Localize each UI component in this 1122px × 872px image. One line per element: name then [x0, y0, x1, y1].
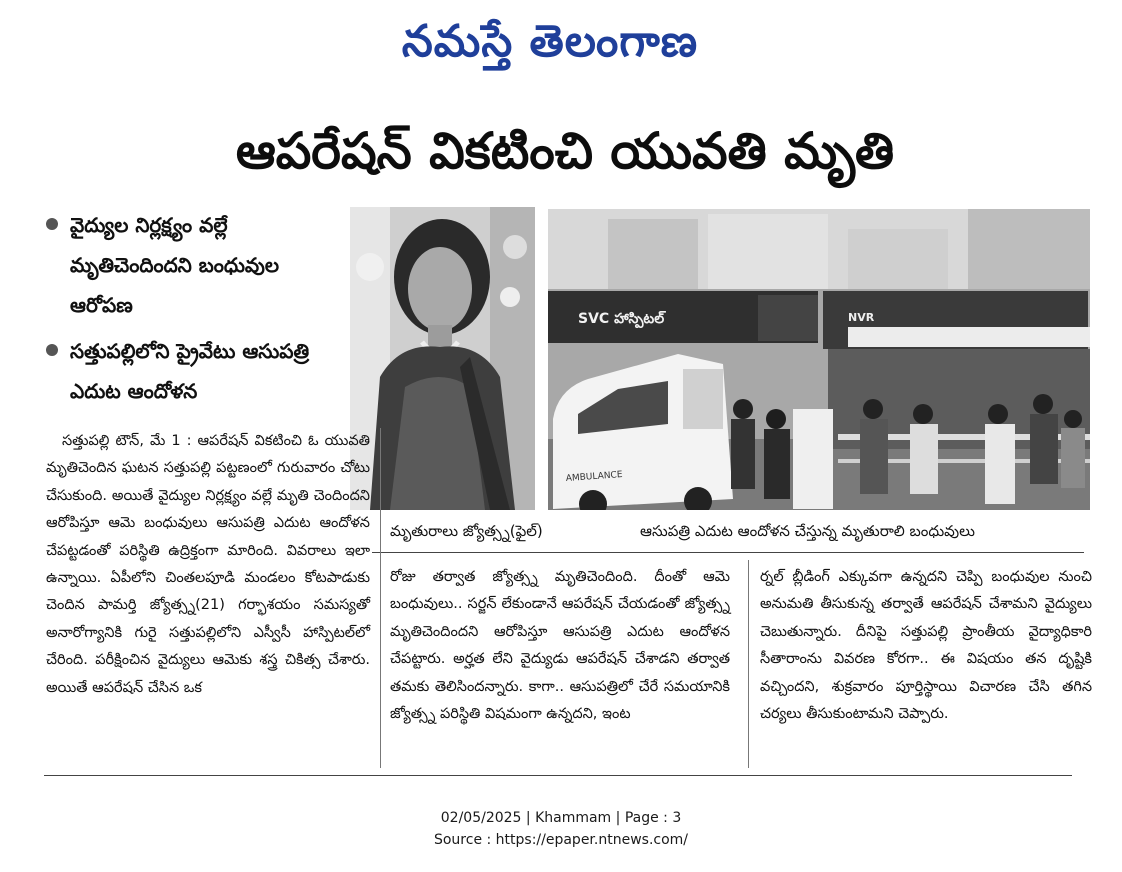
- photo-caption: ఆసుపత్రి ఎదుట ఆందోళన చేస్తున్న మృతురాలి బంధువులు: [640, 522, 975, 540]
- hospital-protest-photo: [548, 209, 1090, 510]
- column-divider: [380, 428, 381, 768]
- highlight-bullet: [40, 331, 340, 411]
- photo-caption: మృతురాలు జ్యోత్స్న(ఫైల్): [390, 522, 543, 540]
- newspaper-masthead: నమస్తే తెలంగాణ: [401, 16, 699, 67]
- column-divider: [748, 560, 749, 768]
- highlight-text: వైద్యుల నిర్లక్ష్యం వల్లే మృతిచెందిందని బంధువుల ఆరోపణ: [70, 213, 280, 317]
- footer-date-edition: 02/05/2025 | Khammam | Page : 3: [440, 810, 682, 826]
- article-column-2: రోజు తర్వాత జ్యోత్స్న మృతిచెందింది. దీంతో ఆమె బంధువులు.. సర్జన్ లేకుండానే ఆపరేషన్ చేయడంతో జ్యోత్స్న మృతిచెందిందని ఆరోపిస్తూ ఆసుపత్రి ఎదుట ఆందోళన చేపట్టారు. అర్హత లేని వైద్యుడు ఆపరేషన్ చేశాడని తర్వాత తమకు తెలిసిందన్నారు. కాగా.. ఆసుపత్రిలో చేరే సమయానికి జ్యోత్స్న పరిస్థితి విషమంగా ఉన్నదని, ఇంట: [390, 569, 730, 723]
- footer-source: Source : https://epaper.ntnews.com/: [433, 832, 689, 848]
- divider: [372, 552, 1084, 553]
- highlight-bullet: [40, 205, 340, 325]
- article-column-3: ర్నల్ బ్లీడింగ్ ఎక్కువగా ఉన్నదని చెప్పి బంధువుల నుంచి అనుమతి తీసుకున్న తర్వాతే ఆపరేషన్ చేశామని వైద్యులు చెబుతున్నారు. దీనిపై సత్తుపల్లి ప్రాంతీయ వైద్యాధికారి సీతారాంను వివరణ కోరగా.. ఈ విషయం తన దృష్టికి వచ్చిందని, శుక్రవారం పూర్తిస్థాయి విచారణ చేసి తగిన చర్యలు తీసుకుంటామని చెప్పారు.: [760, 569, 1092, 723]
- bullet-dot-icon: [46, 218, 58, 230]
- highlight-text: సత్తుపల్లిలోని ప్రైవేటు ఆసుపత్రి ఎదుట ఆందోళన: [70, 339, 310, 403]
- highlight-bullets: [40, 205, 340, 417]
- bullet-dot-icon: [46, 344, 58, 356]
- ambulance-label: AMBULANCE: [565, 470, 623, 484]
- hospital-sign-text-2: NVR: [848, 311, 875, 324]
- divider: [44, 775, 1072, 776]
- article-column-1: సత్తుపల్లి టౌన్, మే 1 : ఆపరేషన్ వికటించి ఓ యువతి మృతిచెందిన ఘటన సత్తుపల్లి పట్టణంలో గురువారం చోటు చేసుకుంది. అయితే వైద్యుల నిర్లక్ష్యం వల్లే మృతి చెందిందని ఆరోపిస్తూ ఆమె బంధువులు ఆసుపత్రి ఎదుట ఆందోళన చేపట్టడంతో పరిస్థితి ఉద్రిక్తంగా మారింది. వివరాలు ఇలా ఉన్నాయి. ఏపీలోని చింతలపూడి మండలం కోటపాడుకు చెందిన పామర్తి జ్యోత్స్న(21) గర్భాశయం సమస్యతో అనారోగ్యానికి గురై సత్తుపల్లిలోని ఎస్వీసీ హాస్పిటల్‌లో చేరింది. పరీక్షించిన వైద్యులు ఆమెకు శస్త్ర చికిత్స చేశారు. అయితే ఆపరేషన్ చేసిన ఒక: [46, 433, 370, 696]
- hospital-sign-text: SVC హాస్పిటల్: [578, 311, 665, 327]
- article-headline: ఆపరేషన్ వికటించి యువతి మృతి: [235, 122, 895, 180]
- portrait-photo: [350, 207, 535, 510]
